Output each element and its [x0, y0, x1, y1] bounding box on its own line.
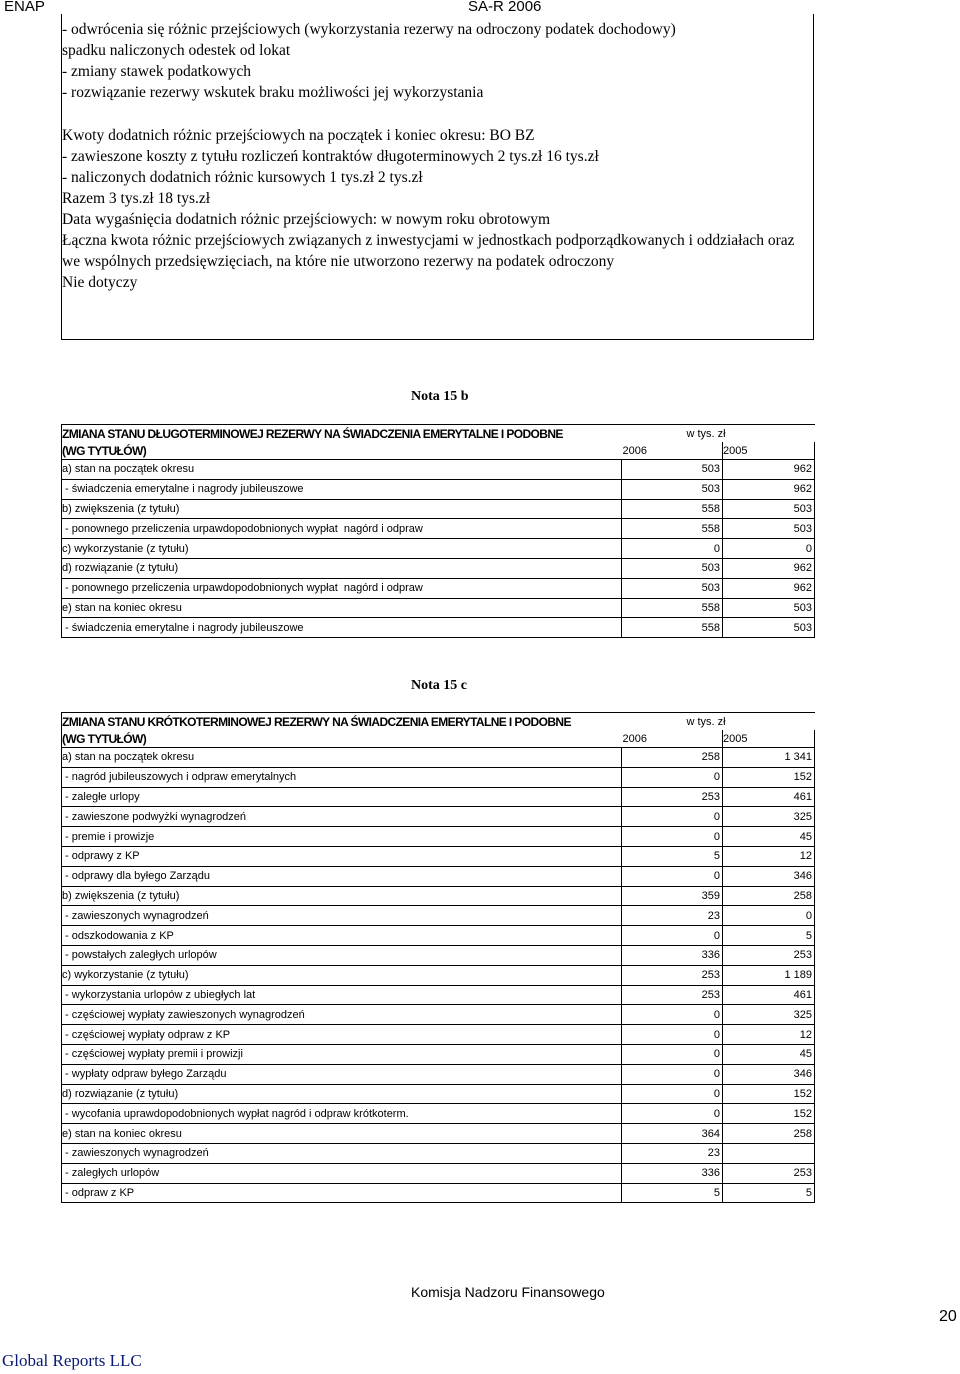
table-row — [62, 787, 815, 807]
nota-15c-title-2: (WG TYTUŁÓW) — [62, 730, 622, 748]
nota-15c-title-1: ZMIANA STANU KRÓTKOTERMINOWEJ REZERWY NA ŚWIADCZENIA EMERYTALNE I PODOBNE — [62, 713, 622, 731]
table-row — [62, 926, 815, 946]
value-2005: 503 — [723, 618, 815, 638]
value-2005: 962 — [723, 460, 815, 480]
value-2005: 1 341 — [723, 748, 815, 768]
value-2006: 364 — [622, 1124, 723, 1144]
row-label: - zawieszonych wynagrodzeń — [62, 1143, 622, 1163]
value-2005: 0 — [723, 539, 815, 559]
value-2006: 0 — [622, 1064, 723, 1084]
value-2005: 346 — [723, 1064, 815, 1084]
text-line: - naliczonych dodatnich różnic kursowych 1 tys.zł 2 tys.zł — [62, 169, 423, 186]
row-label: - powstałych zaległych urlopów — [62, 945, 622, 965]
page-number: 20 — [939, 1308, 957, 1325]
table-row — [62, 1084, 815, 1104]
nota-15b-title-1: ZMIANA STANU DŁUGOTERMINOWEJ REZERWY NA ŚWIADCZENIA EMERYTALNE I PODOBNE — [62, 425, 622, 443]
table-row — [62, 618, 815, 638]
value-2006: 0 — [622, 1104, 723, 1124]
value-2005: 461 — [723, 787, 815, 807]
value-2005: 962 — [723, 479, 815, 499]
value-2005: 152 — [723, 1084, 815, 1104]
table-row — [62, 846, 815, 866]
value-2005: 12 — [723, 846, 815, 866]
table-row — [62, 1025, 815, 1045]
text-line: - zmiany stawek podatkowych — [62, 63, 251, 80]
row-label: - odszkodowania z KP — [62, 926, 622, 946]
table-row — [62, 558, 815, 578]
row-label: - ponownego przeliczenia urpawdopodobnionych wypłat nagórd i odpraw — [62, 519, 622, 539]
table-row — [62, 499, 815, 519]
value-2005: 325 — [723, 807, 815, 827]
value-2005: 45 — [723, 1044, 815, 1064]
nota-15c-table — [61, 712, 815, 1203]
table-row — [62, 1183, 815, 1203]
value-2005: 0 — [723, 906, 815, 926]
value-2005: 258 — [723, 1124, 815, 1144]
text-line: we wspólnych przedsięwzięciach, na które nie utworzono rezerwy na podatek odroczony — [62, 253, 615, 270]
table-row — [62, 598, 815, 618]
table-row — [62, 539, 815, 559]
row-label: - częściowej wypłaty premii i prowizji — [62, 1044, 622, 1064]
table-row — [62, 519, 815, 539]
row-label: e) stan na koniec okresu — [62, 1124, 622, 1144]
row-label: - zaległych urlopów — [62, 1163, 622, 1183]
value-2006: 253 — [622, 787, 723, 807]
value-2006: 359 — [622, 886, 723, 906]
row-label: b) zwiększenia (z tytułu) — [62, 499, 622, 519]
value-2005: 5 — [723, 1183, 815, 1203]
row-label: c) wykorzystanie (z tytułu) — [62, 965, 622, 985]
footer-knf: Komisja Nadzoru Finansowego — [411, 1284, 605, 1300]
text-line: Łączna kwota różnic przejściowych związanych z inwestycjami w jednostkach podporządkowanych i oddziałach oraz — [62, 232, 795, 249]
text-line: - odwrócenia się różnic przejściowych (wykorzystania rezerwy na odroczony podatek dochodowy) — [62, 21, 676, 38]
table-row — [62, 767, 815, 787]
table-row — [62, 578, 815, 598]
table-row — [62, 1044, 815, 1064]
value-2006: 503 — [622, 460, 723, 480]
value-2005: 503 — [723, 598, 815, 618]
value-2006: 5 — [622, 1183, 723, 1203]
row-label: - świadczenia emerytalne i nagrody jubileuszowe — [62, 618, 622, 638]
table-row — [62, 1005, 815, 1025]
nota-15b-heading: Nota 15 b — [411, 389, 469, 404]
row-label: - świadczenia emerytalne i nagrody jubileuszowe — [62, 479, 622, 499]
nota-15b-year-2005: 2005 — [723, 442, 815, 460]
table-row — [62, 748, 815, 768]
value-2006: 503 — [622, 558, 723, 578]
table-row — [62, 460, 815, 480]
row-label: - częściowej wypłaty odpraw z KP — [62, 1025, 622, 1045]
nota-15c-heading: Nota 15 c — [411, 678, 467, 693]
value-2005 — [723, 1143, 815, 1163]
row-label: - zawieszone podwyżki wynagrodzeń — [62, 807, 622, 827]
value-2005: 962 — [723, 558, 815, 578]
table-row — [62, 479, 815, 499]
nota-15b-unit: w tys. zł — [622, 425, 815, 443]
table-row — [62, 1064, 815, 1084]
value-2006: 336 — [622, 1163, 723, 1183]
row-label: - zawieszonych wynagrodzeń — [62, 906, 622, 926]
value-2006: 0 — [622, 539, 723, 559]
value-2006: 258 — [622, 748, 723, 768]
nota-15b-table — [61, 424, 815, 638]
row-label: - wykorzystania urlopów z ubiegłych lat — [62, 985, 622, 1005]
brand-footer: Global Reports LLC — [2, 1351, 142, 1370]
table-row — [62, 866, 815, 886]
value-2006: 253 — [622, 965, 723, 985]
text-line: Razem 3 tys.zł 18 tys.zł — [62, 190, 211, 207]
value-2005: 503 — [723, 519, 815, 539]
value-2006: 558 — [622, 618, 723, 638]
row-label: - częściowej wypłaty zawieszonych wynagrodzeń — [62, 1005, 622, 1025]
text-line: - rozwiązanie rezerwy wskutek braku możliwości jej wykorzystania — [62, 84, 484, 101]
value-2006: 0 — [622, 926, 723, 946]
value-2005: 962 — [723, 578, 815, 598]
value-2006: 0 — [622, 1005, 723, 1025]
value-2006: 0 — [622, 1044, 723, 1064]
table-row — [62, 906, 815, 926]
value-2005: 503 — [723, 499, 815, 519]
value-2005: 461 — [723, 985, 815, 1005]
row-label: e) stan na koniec okresu — [62, 598, 622, 618]
value-2006: 503 — [622, 578, 723, 598]
row-label: - zaległe urlopy — [62, 787, 622, 807]
value-2005: 12 — [723, 1025, 815, 1045]
value-2005: 152 — [723, 767, 815, 787]
value-2005: 152 — [723, 1104, 815, 1124]
table-row — [62, 945, 815, 965]
value-2006: 0 — [622, 807, 723, 827]
text-line: spadku naliczonych odestek od lokat — [62, 42, 291, 59]
row-label: - premie i prowizje — [62, 827, 622, 847]
text-line: Data wygaśnięcia dodatnich różnic przejściowych: w nowym roku obrotowym — [62, 211, 551, 228]
value-2005: 253 — [723, 1163, 815, 1183]
nota-15c-year-2006: 2006 — [622, 730, 723, 748]
value-2006: 0 — [622, 767, 723, 787]
value-2006: 558 — [622, 499, 723, 519]
row-label: - odprawy z KP — [62, 846, 622, 866]
row-label: - wycofania uprawdopodobnionych wypłat nagród i odpraw krótkoterm. — [62, 1104, 622, 1124]
value-2005: 253 — [723, 945, 815, 965]
value-2006: 336 — [622, 945, 723, 965]
value-2006: 503 — [622, 479, 723, 499]
row-label: a) stan na początek okresu — [62, 748, 622, 768]
row-label: - wypłaty odpraw byłego Zarządu — [62, 1064, 622, 1084]
value-2005: 1 189 — [723, 965, 815, 985]
row-label: - odpraw z KP — [62, 1183, 622, 1203]
value-2006: 0 — [622, 866, 723, 886]
table-row — [62, 1104, 815, 1124]
row-label: d) rozwiązanie (z tytułu) — [62, 1084, 622, 1104]
table-row — [62, 886, 815, 906]
value-2006: 0 — [622, 827, 723, 847]
row-label: a) stan na początek okresu — [62, 460, 622, 480]
value-2005: 5 — [723, 926, 815, 946]
nota-15c-unit: w tys. zł — [622, 713, 815, 731]
row-label: - odprawy dla byłego Zarządu — [62, 866, 622, 886]
header-company: ENAP — [4, 0, 45, 15]
table-row — [62, 985, 815, 1005]
value-2005: 325 — [723, 1005, 815, 1025]
header-report-id: SA-R 2006 — [468, 0, 542, 15]
value-2006: 558 — [622, 519, 723, 539]
value-2006: 253 — [622, 985, 723, 1005]
nota-15b-title-2: (WG TYTUŁÓW) — [62, 442, 622, 460]
value-2006: 0 — [622, 1084, 723, 1104]
nota-15c-year-2005: 2005 — [723, 730, 815, 748]
table-row — [62, 965, 815, 985]
table-row — [62, 827, 815, 847]
row-label: - nagród jubileuszowych i odpraw emerytalnych — [62, 767, 622, 787]
text-line: Nie dotyczy — [62, 274, 138, 291]
text-line: - zawieszone koszty z tytułu rozliczeń kontraktów długoterminowych 2 tys.zł 16 tys.zł — [62, 148, 599, 165]
value-2006: 558 — [622, 598, 723, 618]
table-row — [62, 1143, 815, 1163]
table-row — [62, 1163, 815, 1183]
row-label: b) zwiększenia (z tytułu) — [62, 886, 622, 906]
nota-15b-year-2006: 2006 — [622, 442, 723, 460]
value-2006: 23 — [622, 906, 723, 926]
value-2006: 0 — [622, 1025, 723, 1045]
value-2005: 346 — [723, 866, 815, 886]
table-row — [62, 1124, 815, 1144]
row-label: - ponownego przeliczenia urpawdopodobnionych wypłat nagórd i odpraw — [62, 578, 622, 598]
table-row — [62, 807, 815, 827]
value-2005: 45 — [723, 827, 815, 847]
row-label: c) wykorzystanie (z tytułu) — [62, 539, 622, 559]
value-2006: 5 — [622, 846, 723, 866]
row-label: d) rozwiązanie (z tytułu) — [62, 558, 622, 578]
value-2006: 23 — [622, 1143, 723, 1163]
value-2005: 258 — [723, 886, 815, 906]
text-line: Kwoty dodatnich różnic przejściowych na początek i koniec okresu: BO BZ — [62, 127, 535, 144]
